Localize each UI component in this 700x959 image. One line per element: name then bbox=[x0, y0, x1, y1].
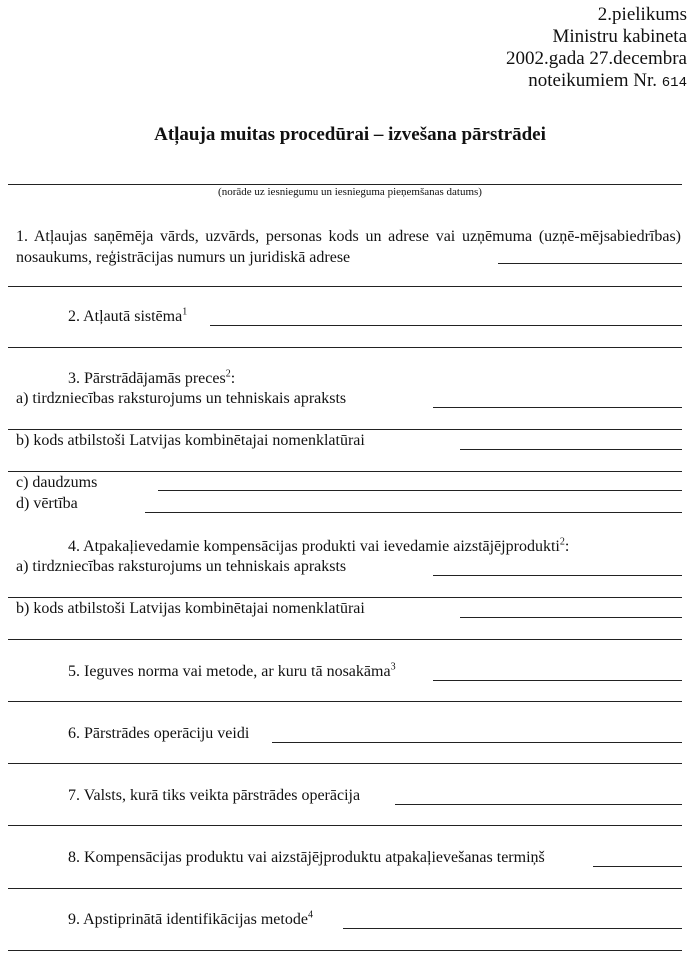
item-8-field[interactable] bbox=[593, 866, 682, 867]
item-9-field[interactable] bbox=[343, 928, 682, 929]
document-header bbox=[506, 4, 687, 94]
item-6-field-continued[interactable] bbox=[8, 763, 682, 764]
footnote-1-ref: 1 bbox=[182, 306, 188, 318]
item-8-label: 8. Kompensācijas produktu vai aizstājējproduktu atpakaļievešanas termiņš bbox=[68, 849, 545, 866]
item-3-label: 3. Pārstrādājamās preces$^2$: bbox=[68, 368, 236, 387]
item-9-field-continued[interactable] bbox=[8, 950, 682, 951]
item-7-label: 7. Valsts, kurā tiks veikta pārstrādes operācija bbox=[68, 787, 361, 804]
item-5-field-continued[interactable] bbox=[8, 701, 682, 702]
item-8-field-continued[interactable] bbox=[8, 888, 682, 889]
item-5-label: 5. Ieguves norma vai metode, ar kuru tā nosakāma$^3$ bbox=[68, 661, 396, 680]
item-4-label: 4. Atpakaļievedamie kompensācijas produkti vai ievedamie aizstājējprodukti$^2$: bbox=[68, 536, 570, 555]
item-4b-field-continued[interactable] bbox=[8, 639, 682, 640]
item-4a-field[interactable] bbox=[433, 575, 682, 576]
item-1-field[interactable] bbox=[498, 263, 682, 264]
header-regulation-number: 614 bbox=[661, 75, 687, 91]
item-3a-label: a) tirdzniecības raksturojums un tehniskais apraksts bbox=[16, 390, 347, 407]
header-regulation-text: noteikumiem Nr. bbox=[528, 70, 658, 91]
header-date: 2002.gada 27.decembra bbox=[506, 48, 687, 69]
item-3a-field[interactable] bbox=[433, 407, 682, 408]
item-9-label: 9. Apstiprinātā identifikācijas metode$^4$ bbox=[68, 909, 313, 928]
item-7-field[interactable] bbox=[395, 804, 682, 805]
footnote-4-ref: 4 bbox=[307, 909, 313, 921]
item-3b-label: b) kods atbilstoši Latvijas kombinētajai nomenklatūrai bbox=[16, 432, 365, 449]
item-3d-label: d) vērtība bbox=[16, 495, 78, 512]
item-4a-label: a) tirdzniecības raksturojums un tehniskais apraksts bbox=[16, 558, 347, 575]
item-3b-field-continued[interactable] bbox=[8, 471, 682, 472]
footnote-2-ref-item-4: 2 bbox=[559, 536, 565, 548]
item-3d-field[interactable] bbox=[145, 512, 682, 513]
item-4a-field-continued[interactable] bbox=[8, 597, 682, 598]
footnote-3-ref: 3 bbox=[390, 661, 396, 673]
item-4b-field[interactable] bbox=[460, 617, 682, 618]
item-3b-field[interactable] bbox=[460, 449, 682, 450]
application-reference-line[interactable] bbox=[8, 184, 682, 185]
header-annex: 2.pielikums bbox=[597, 4, 687, 25]
item-2-label: 2. Atļautā sistēma$^1$ bbox=[68, 306, 188, 325]
item-3a-field-continued[interactable] bbox=[8, 429, 682, 430]
header-cabinet: Ministru kabineta bbox=[552, 26, 687, 47]
item-3c-field[interactable] bbox=[158, 490, 682, 491]
item-2-field-continued[interactable] bbox=[8, 347, 682, 348]
item-4b-label: b) kods atbilstoši Latvijas kombinētajai nomenklatūrai bbox=[16, 600, 365, 617]
item-2-field[interactable] bbox=[210, 325, 682, 326]
item-6-label: 6. Pārstrādes operāciju veidi bbox=[68, 725, 250, 742]
document-title: Atļauja muitas procedūrai – izvešana pārstrādei bbox=[154, 124, 546, 145]
item-6-field[interactable] bbox=[272, 742, 682, 743]
item-3c-label: c) daudzums bbox=[16, 474, 98, 491]
item-1-field-continued[interactable] bbox=[8, 286, 682, 287]
header-regulation bbox=[506, 70, 687, 94]
item-5-field[interactable] bbox=[433, 680, 682, 681]
footnote-2-ref: 2 bbox=[225, 368, 231, 380]
application-reference-note: (norāde uz iesniegumu un iesnieguma pieņemšanas datums) bbox=[218, 186, 482, 198]
item-7-field-continued[interactable] bbox=[8, 825, 682, 826]
item-1-label: 1. Atļaujas saņēmēja vārds, uzvārds, personas kods un adrese vai uzņēmuma (uzņē-mējsabiedrības) nosaukums, reģistrācijas numurs un juridiskā adrese bbox=[16, 228, 681, 266]
